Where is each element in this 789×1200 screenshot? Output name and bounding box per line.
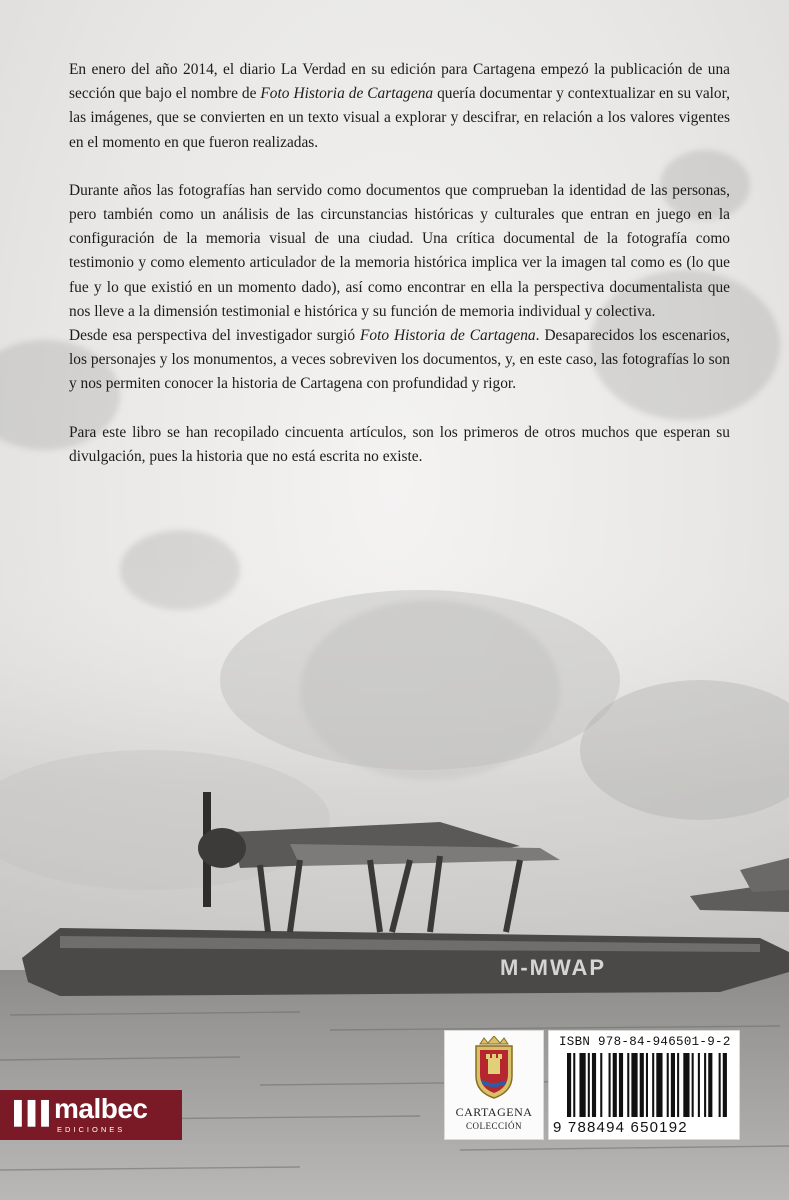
publisher-logo [0, 1090, 182, 1140]
book-title-italic: Foto Historia de Cartagena [260, 85, 434, 103]
back-cover-text [69, 58, 730, 469]
isbn-label: ISBN 978-84-946501-9-2 [559, 1035, 731, 1049]
text-run: Desde esa perspectiva del investigador surgió [69, 327, 361, 345]
publisher-name: malbec [54, 1093, 148, 1124]
text-run: En enero del año 2014, el diario La Verdad en su edición para Cartagena empezó la publicación de una sección que bajo el nombre de [69, 61, 730, 103]
publisher-subtitle: EDICIONES [57, 1125, 126, 1134]
paragraph [69, 421, 730, 469]
ean-digits: 9 788494 650192 [553, 1119, 688, 1136]
text-run: . Desaparecidos los escenarios, los personajes y los monumentos, a veces sobreviven los documentos, y, en este caso, las fotografías lo son y nos permiten conocer la historia de Cartagena con profundidad y rigor. [69, 327, 730, 393]
book-title-italic: Foto Historia de Cartagena [360, 327, 536, 345]
paragraph [69, 324, 730, 397]
text-run: Durante años las fotografías han servido como documentos que comprueban la identidad de las personas, pero también como un análisis de las circunstancias históricas y culturales que entran en juego en la configuración de la memoria visual de una ciudad. Una crítica documental de la fotografía como testimonio y como elemento articulador de la memoria histórica implica ver la imagen tal como es (lo que fue y lo que existió en un momento dado), así como encontrar en ella la perspectiva documentalista que nos lleve a la dimensión testimonial e histórica y su función de memoria individual y colectiva. [69, 181, 730, 320]
paragraph [69, 179, 730, 324]
text-run: quería documentar y contextualizar en su valor, las imágenes, que se convierten en un texto visual a explorar y descifrar, en relación a los valores vigentes en el momento en que fueron realizadas. [69, 85, 730, 151]
isbn-barcode [548, 1030, 740, 1140]
barcode-icon [567, 1053, 729, 1117]
publisher-mark-icon: ▌▌▌ [14, 1100, 55, 1125]
collection-title: CARTAGENA [455, 1105, 533, 1119]
cartagena-crest-icon [468, 1036, 520, 1100]
collection-subtitle: COLECCIÓN [466, 1121, 522, 1131]
collection-badge [444, 1030, 544, 1140]
text-run: Para este libro se han recopilado cincuenta artículos, son los primeros de otros muchos que esperan su divulgación, pues la historia que no está escrita no existe. [69, 423, 730, 465]
plane-registration: M-MWAP [500, 955, 607, 980]
paragraph [69, 58, 730, 155]
